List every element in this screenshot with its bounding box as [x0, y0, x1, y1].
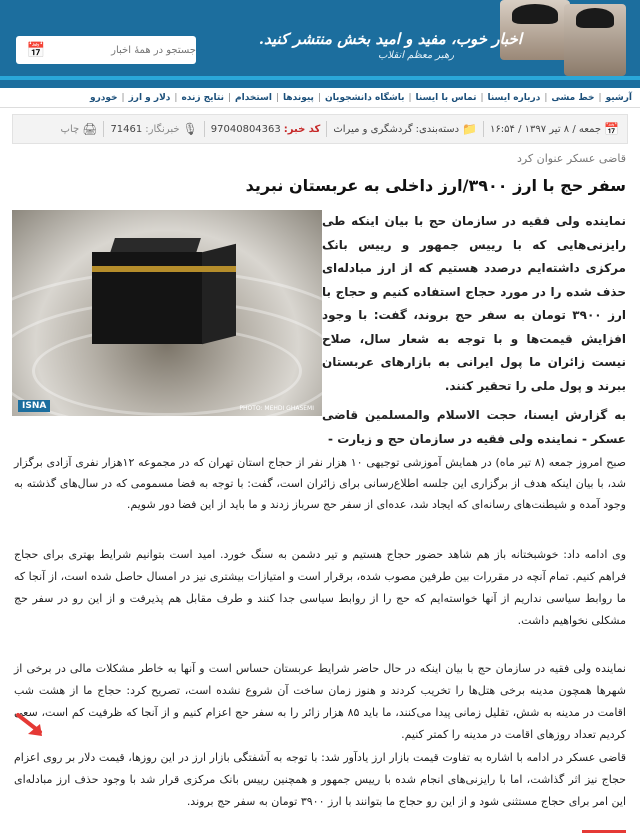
microphone-icon: 🎙: [182, 122, 198, 136]
nav-separator: |: [227, 92, 232, 103]
portrait-image: [564, 4, 626, 76]
print-label[interactable]: چاپ: [60, 123, 80, 135]
isna-logo: ISNA: [18, 400, 50, 412]
nav-separator: |: [317, 92, 321, 103]
nav-item-jobs[interactable]: استخدام: [235, 92, 272, 103]
site-header: [0, 0, 640, 88]
kaaba-gold-band: [92, 266, 236, 272]
article-title: سفر حج با ارز ۳۹۰۰/ارز داخلی به عربستان نبرید: [245, 176, 626, 195]
photo-credit: PHOTO: MEHDI GHASEMI: [239, 405, 314, 412]
info-divider: [326, 121, 327, 137]
article-info-bar: [12, 114, 628, 144]
nav-item-contact[interactable]: تماس با ایسنا: [415, 92, 477, 103]
nav-separator: |: [598, 92, 602, 103]
article-photo[interactable]: [12, 210, 322, 416]
search-input[interactable]: [50, 37, 196, 63]
news-code-label: کد خبر:: [283, 123, 321, 135]
nav-item-archive[interactable]: آرشیو: [605, 92, 632, 103]
category-link[interactable]: گردشگری و میراث: [333, 123, 413, 135]
nav-item-cars[interactable]: خودرو: [90, 92, 118, 103]
nav-separator: |: [174, 92, 178, 103]
reporter-code: 71461: [110, 123, 143, 135]
nav-item-student-club[interactable]: باشگاه دانشجویان: [325, 92, 405, 103]
info-divider: [204, 121, 205, 137]
article-paragraph: به گزارش ایسنا، حجت الاسلام والمسلمین قاضی عسکر - نماینده ولی فقیه در سازمان حج و زیارت -: [322, 408, 626, 446]
article-paragraph: نماینده ولی فقیه در سازمان حج با بیان اینکه در حال حاضر شرایط عربستان حساس است و آنها به خاطر مشکلات مالی در برخی از شهرها همچون مدینه برخی هتل‌ها را تخریب کردند و هنوز زمان ساخت آن شروع نشده است، تصریح کرد: حجاج ما از هشت شب اقامت در مدینه به شش، تقلیل زمانی پیدا می‌کنند، ما باید ۸۵ هزار زائر را به سفر حج اعزام کنیم و از آنجا که ظرفیت کم است، سعی کردیم تعداد روزهای اقامت در مدینه را کمتر کنیم.: [14, 662, 626, 741]
article-paragraph: قاضی عسکر در ادامه با اشاره به تفاوت قیمت بازار ارز یادآور شد: با توجه به آشفتگی بازار ارز در این روزها، قیمت دلار بر روی اعزام حجاج نیز اثر گذاشت، اما با رایزنی‌های انجام شده با رییس جمهور و همچنین رییس بانک مرکزی قرار شد با وجود حذف ارز مبادله‌ای این امر برای حجاج مستثنی شود و از این رو حجاج ما بتوانند با ارز ۳۹۰۰ تومان به سفر حج بروند.: [14, 751, 626, 808]
category-label: دسته‌بندی:: [415, 123, 460, 135]
info-divider: [483, 121, 484, 137]
category-segment: [333, 122, 477, 136]
nav-item-about[interactable]: درباره ایسنا: [487, 92, 541, 103]
info-divider: [103, 121, 104, 137]
printer-icon[interactable]: 🖨: [82, 122, 98, 136]
code-segment: [211, 124, 321, 135]
kaaba-side: [202, 244, 236, 344]
header-slogan: اخبار خوب، مفید و امید بخش منتشر کنید.: [258, 30, 522, 48]
nav-separator: |: [276, 92, 280, 103]
reporter-segment: [110, 122, 197, 136]
red-arrow-annotation: [14, 712, 48, 742]
calendar-icon: 📅: [604, 122, 619, 136]
news-code-value: 97040804363: [210, 123, 281, 135]
folder-icon: 📁: [462, 122, 478, 136]
article-lead: نماینده ولی فقیه در سازمان حج با بیان اینکه طی رایزنی‌هایی که با رییس جمهور و رییس بانک مرکزی داشته‌ایم درصدد هستیم که از ارز مبادله‌ای حذف شده را در مورد حجاج استفاده کنیم و حجاج با ارز ۳۹۰۰ تومان به سفر حج بروند، گفت: با وجود افزایش قیمت‌ها و با توجه به شعار سال، صلاح نیست زائران ما پول ایرانی به بازارهای عربستان ببرند و پول ملی را تحقیر کنند.: [322, 214, 626, 393]
calendar-icon[interactable]: 📅: [26, 41, 46, 59]
nav-item-live-results[interactable]: نتایج زنده: [181, 92, 224, 103]
top-navigation: [0, 88, 640, 108]
red-underline-annotation: [582, 830, 626, 833]
date-segment: [490, 122, 619, 136]
nav-item-currency[interactable]: دلار و ارز: [128, 92, 171, 103]
article-paragraph: صبح امروز جمعه (۸ تیر ماه) در همایش آموزشی توجیهی ۱۰ هزار نفر از حجاج استان تهران که در مجموعه ۱۲هزار نفری آزادی برگزار شد، با بیان اینکه هدف از برگزاری این جلسه اطلاع‌رسانی برای زائران است، گفت: با توجه به فضا مسمومی که در سال‌های گذشته به وجود آمده و شیطنت‌های رسانه‌ای که ایجاد شد، عده‌ای از سفر حج سرباز زدند و ما باید از این فضا دور شویم.: [14, 456, 626, 511]
article-paragraph: وی ادامه داد: خوشبختانه باز هم شاهد حضور حجاج هستیم و تیر دشمن به سنگ خورد. امید است بتوانیم شرایط بهتری برای حجاج فراهم کنیم. تمام آنچه در مقررات بین طرفین مصوب شده، برقرار است و امتیازات بیشتری نیز در امسال حاصل شده است، از آنجا که ما روابط سیاسی نداریم از آنها خواسته‌ایم که حج را از روابط سیاسی جدا کنند و طرف مقابل هم پذیرفت و از این رو در سفر حج مشکلی نخواهیم داشت.: [14, 548, 626, 627]
nav-separator: |: [408, 92, 412, 103]
article-overtitle: قاضی عسکر عنوان کرد: [516, 152, 626, 165]
nav-separator: |: [121, 92, 125, 103]
nav-separator: |: [480, 92, 484, 103]
header-accent-line: [0, 76, 640, 80]
nav-item-policy[interactable]: خط مشی: [551, 92, 595, 103]
nav-separator: |: [544, 92, 548, 103]
nav-item-links[interactable]: پیوندها: [283, 92, 314, 103]
header-slogan-signature: رهبر معظم انقلاب: [378, 50, 455, 61]
reporter-label: خبرنگار:: [145, 123, 180, 135]
search-box: [16, 36, 196, 64]
print-button[interactable]: [61, 122, 98, 136]
publish-date: جمعه / ۸ تیر ۱۳۹۷ / ۱۶:۵۴: [490, 123, 602, 135]
